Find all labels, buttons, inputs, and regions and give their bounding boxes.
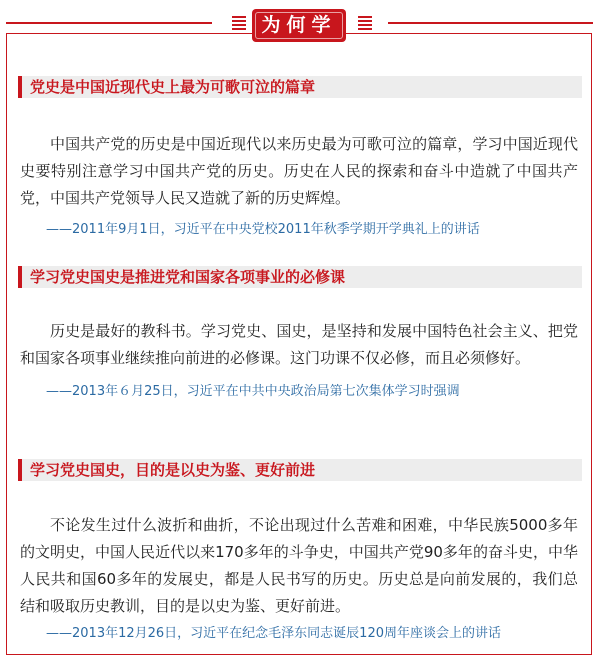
quote-section-1: [18, 76, 582, 240]
quote-source: ——2011年9月1日，习近平在中央党校2011年秋季学期开学典礼上的讲话: [46, 222, 480, 237]
header-rule-right: [388, 22, 593, 24]
quote-source: ——2013年12月26日，习近平在纪念毛泽东同志诞辰120周年座谈会上的讲话: [46, 626, 501, 641]
decor-stripes-left: [226, 14, 246, 32]
quote-body: 历史是最好的教科书。学习党史、国史，是坚持和发展中国特色社会主义、把党和国家各项事业继续推向前进的必修课。这门功课不仅必修，而且必须修好。: [20, 322, 578, 367]
decor-stripes-right: [358, 14, 378, 32]
section-heading: 学习党史国史，目的是以史为鉴、更好前进: [18, 459, 582, 481]
header-badge: 为何学: [252, 9, 346, 42]
quote-body: 不论发生过什么波折和曲折，不论出现过什么苦难和困难，中华民族5000多年的文明史，中国人民近代以来170多年的斗争史，中国共产党90多年的奋斗史，中华人民共和国60多年的发展史，都是人民书写的历史。历史总是向前发展的，我们总结和吸取历史教训，目的是以史为鉴、更好前进。: [20, 516, 578, 615]
quote-body: 中国共产党的历史是中国近现代以来历史最为可歌可泣的篇章，学习中国近现代史要特别注意学习中国共产党的历史。历史在人民的探索和奋斗中造就了中国共产党，中国共产党领导人民又造就了新的历史辉煌。: [20, 135, 578, 207]
header-rule-left: [6, 22, 212, 24]
quote-section-3: [18, 459, 582, 644]
section-header: [0, 0, 600, 50]
quote-source: ——2013年６月25日，习近平在中共中央政治局第七次集体学习时强调: [46, 384, 460, 399]
section-heading: 学习党史国史是推进党和国家各项事业的必修课: [18, 266, 582, 288]
section-heading: 党史是中国近现代史上最为可歌可泣的篇章: [18, 76, 582, 98]
quote-section-2: [18, 266, 582, 402]
